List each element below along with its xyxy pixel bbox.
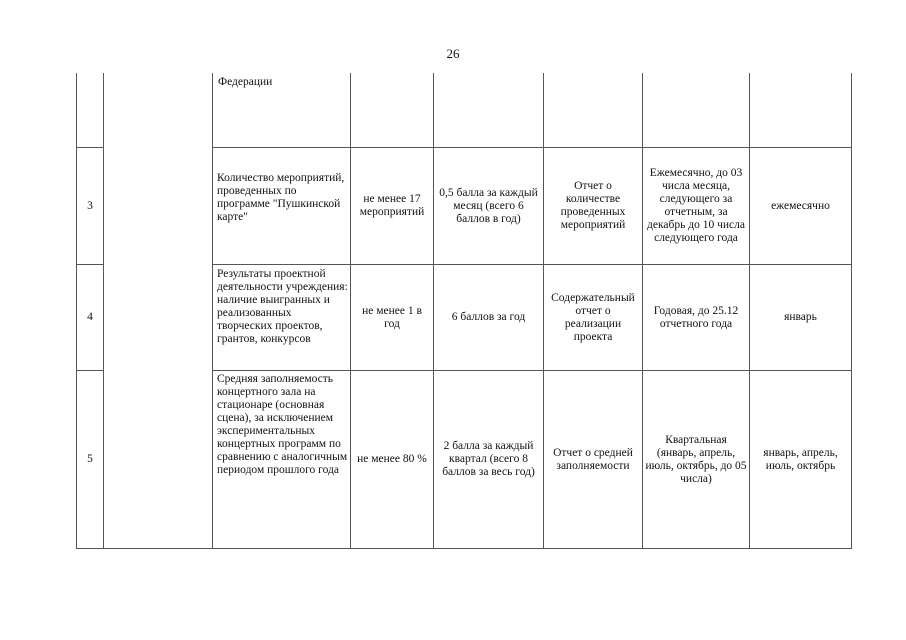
table-divider [749,73,750,549]
frequency-cell: ежемесячно [771,199,830,212]
frequency-cell: январь [784,311,817,323]
period-cell: Ежемесячно, до 03 числа месяца, следующего за отчетным, за декабрь до 10 числа следующего года [647,167,745,244]
score-cell: 2 балла за каждый квартал (всего 8 баллов за весь год) [442,440,535,478]
report-cell: Содержательный отчет о реализации проекта [551,291,635,343]
target-cell: не менее 17 мероприятий [359,193,425,218]
table-divider [212,73,213,549]
table-border-bottom [76,548,852,549]
table-divider [350,73,351,549]
row-number: 5 [87,453,93,465]
table-divider [642,73,643,549]
period-cell: Квартальная (январь, апрель, июль, октябрь, до 05 числа) [645,433,747,485]
indicator-cell: Результаты проектной деятельности учреждения: наличие выигранных и реализованных творческих проектов, грантов, конкурсов [217,268,348,345]
carry-over-indicator: Федерации [218,76,273,88]
score-cell: 0,5 балла за каждый месяц (всего 6 баллов в год) [439,186,538,225]
target-cell: не менее 80 % [357,453,427,465]
target-cell: не менее 1 в год [362,304,422,330]
table-divider [543,73,544,549]
table-divider [103,73,104,549]
score-cell: 6 баллов за год [451,311,526,323]
frequency-cell: январь, апрель, июль, октябрь [763,446,838,472]
report-cell: Отчет о количестве проведенных мероприятий [560,180,626,231]
period-cell: Годовая, до 25.12 отчетного года [653,304,739,330]
table-divider [433,73,434,549]
indicator-cell: Количество мероприятий, проведенных по программе "Пушкинской карте" [217,172,345,223]
report-cell: Отчет о средней заполняемости [553,446,633,472]
row-number: 3 [87,199,93,212]
indicator-cell: Средняя заполняемость концертного зала на стационаре (основная сцена), за исключением экспериментальных концертных программ по сравнению с аналогичным периодом прошлого года [217,373,348,476]
table-border-right [851,73,852,549]
page-number: 26 [446,46,460,61]
row-number: 4 [87,311,93,323]
